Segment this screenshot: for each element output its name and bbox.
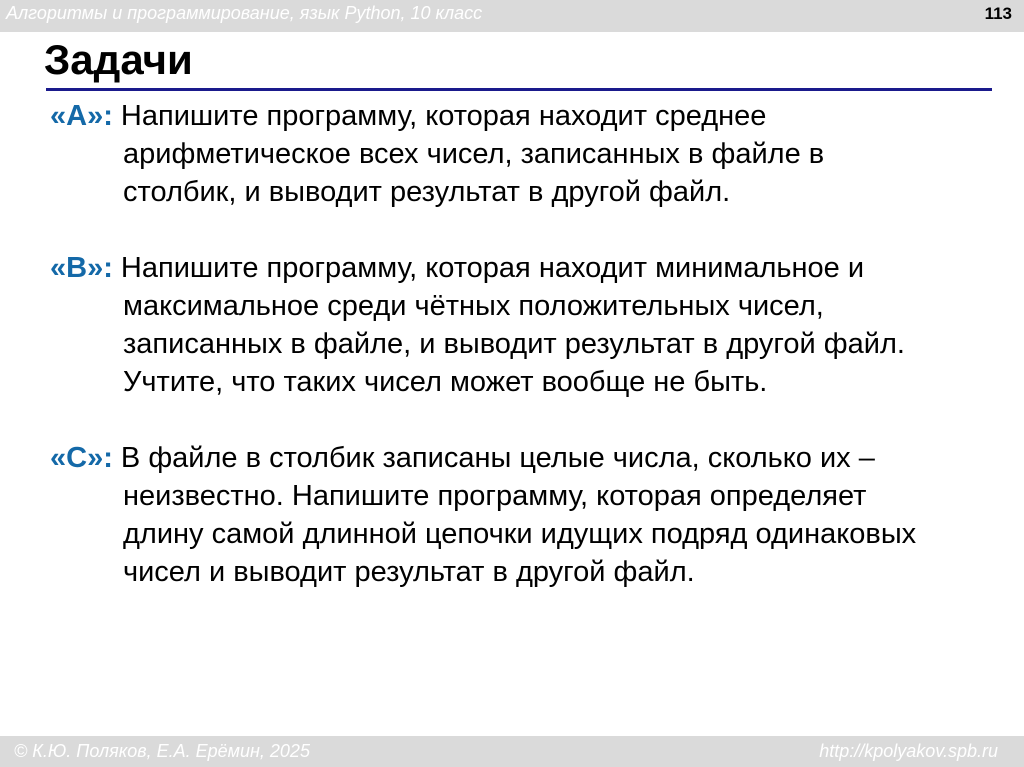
task-a-text-line-3: столбик, и выводит результат в другой файл. xyxy=(123,176,731,208)
task-b-first-line xyxy=(50,249,1000,287)
course-title: Алгоритмы и программирование, язык Python, 10 класс xyxy=(6,3,483,23)
task-c-text-line-4: чисел и выводит результат в другой файл. xyxy=(123,556,695,588)
task-c-text-line-3: длину самой длинной цепочки идущих подряд одинаковых xyxy=(123,518,917,550)
task-c-first-line xyxy=(50,439,1000,477)
footer-bar xyxy=(0,736,1024,767)
task-c-text-line-2: неизвестно. Напишите программу, которая определяет xyxy=(123,480,867,512)
task-b-label: «B»: xyxy=(50,252,113,284)
task-b-text-line-3: записанных в файле, и выводит результат в другой файл. xyxy=(123,328,905,360)
task-b-text-line-2: максимальное среди чётных положительных чисел, xyxy=(123,290,824,322)
task-c xyxy=(50,439,1000,591)
task-a xyxy=(50,97,1000,211)
task-b xyxy=(50,249,1000,401)
task-a-label: «A»: xyxy=(50,100,113,132)
task-b-text-line-4: Учтите, что таких чисел может вообще не быть. xyxy=(123,366,768,398)
header-bar xyxy=(0,0,1024,32)
page-number: 113 xyxy=(984,4,1012,23)
task-b-text-line-1: Напишите программу, которая находит минимальное и xyxy=(120,252,865,284)
task-a-text-line-1: Напишите программу, которая находит среднее xyxy=(120,100,767,132)
slide-title: Задачи xyxy=(44,36,193,83)
task-a-first-line xyxy=(50,97,1000,135)
title-underline xyxy=(46,88,992,91)
task-a-text-line-2: арифметическое всех чисел, записанных в файле в xyxy=(123,138,825,170)
task-c-label: «C»: xyxy=(50,442,113,474)
task-c-text-line-1: В файле в столбик записаны целые числа, сколько их – xyxy=(120,442,875,474)
footer-author: © К.Ю. Поляков, Е.А. Ерёмин, 2025 xyxy=(14,741,310,761)
footer-url: http://kpolyakov.spb.ru xyxy=(819,741,998,761)
